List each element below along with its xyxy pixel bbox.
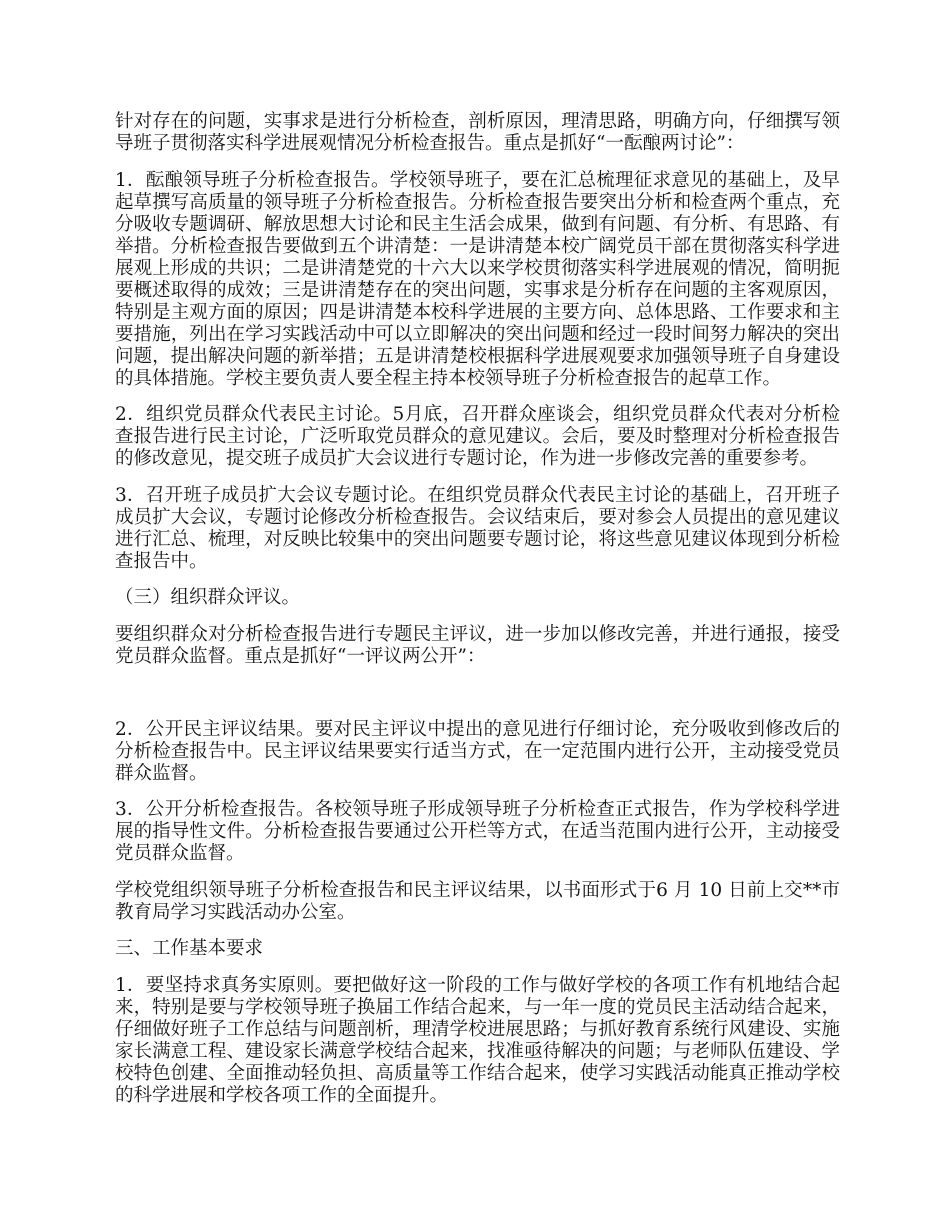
part-three-heading: 三、工作基本要求 (115, 938, 264, 959)
requirement-item-pragmatism: 1．要坚持求真务实原则。要把做好这一阶段的工作与做好学校的各项工作有机地结合起来，特别是要与学校领导班子换届工作结合起来，与一年一度的党员民主活动结合起来，仔细做好班子工作总结与问题剖析，理清学校进展思路；与抓好教育系统行风建设、实施家长满意工程、建设家长满意学校结合起来，找准亟待解决的问题；与老师队伍建设、学校特色创建、全面推动轻负担、高质量等工作结合起来，使学习实践活动能真正推动学校的科学进展和学校各项工作的全面提升。 (115, 974, 840, 1106)
submission-note: 学校党组织领导班子分析检查报告和民主评议结果，以书面形式于6 月 10 日前上交**市教育局学习实践活动办公室。 (115, 879, 840, 923)
evaluation-item-publish-report: 3．公开分析检查报告。各校领导班子形成领导班子分析检查正式报告，作为学校科学进展的指导性文件。分析检查报告要通过公开栏等方式，在适当范围内进行公开，主动接受党员群众监督。 (115, 799, 840, 864)
discussion-item-member-discussion: 2．组织党员群众代表民主讨论。5月底，召开群众座谈会，组织党员群众代表对分析检查报告进行民主讨论，广泛听取党员群众的意见建议。会后，要及时整理对分析检查报告的修改意见，提交班子成员扩大会议进行专题讨论，作为进一步修改完善的重要参考。 (115, 404, 840, 469)
evaluation-item-publish-results: 2．公开民主评议结果。要对民主评议中提出的意见进行仔细讨论，充分吸收到修改后的分析检查报告中。民主评议结果要实行适当方式，在一定范围内进行公开，主动接受党员群众监督。 (115, 718, 840, 784)
discussion-item-drafting: 1．酝酿领导班子分析检查报告。学校领导班子，要在汇总梳理征求意见的基础上，及早起草撰写高质量的领导班子分析检查报告。分析检查报告要突出分析和检查两个重点，充分吸收专题调研、解放思想大讨论和民主生活会成果，做到有问题、有分析、有思路、有举措。分析检查报告要做到五个讲清楚：一是讲清楚本校广阔党员干部在贯彻落实科学进展观上形成的共识；二是讲清楚党的十六大以来学校贯彻落实科学进展观的情况，简明扼要概述取得的成效；三是讲清楚存在的突出问题，实事求是分析存在问题的主客观原因，特别是主观方面的原因；四是讲清楚本校科学进展的主要方向、总体思路、工作要求和主要措施，列出在学习实践活动中可以立即解决的突出问题和经过一段时间努力解决的突出问题，提出解决问题的新举措；五是讲清楚校根据科学进展观要求加强领导班子自身建设的具体措施。学校主要负责人要全程主持本校领导班子分析检查报告的起草工作。 (115, 169, 840, 389)
section-three-intro: 要组织群众对分析检查报告进行专题民主评议，进一步加以修改完善，并进行通报，接受党员群众监督。重点是抓好“一评议两公开”： (115, 623, 840, 667)
discussion-item-expanded-meeting: 3．召开班子成员扩大会议专题讨论。在组织党员群众代表民主讨论的基础上，召开班子成员扩大会议，专题讨论修改分析检查报告。会议结束后，要对参会人员提出的意见建议进行汇总、梳理，对反映比较集中的突出问题要专题讨论，将这些意见建议体现到分析检查报告中。 (115, 484, 840, 572)
document-body (115, 111, 840, 1121)
intro-paragraph: 针对存在的问题，实事求是进行分析检查，剖析原因，理清思路，明确方向，仔细撰写领导班子贯彻落实科学进展观情况分析检查报告。重点是抓好“一酝酿两讨论”： (115, 111, 840, 154)
blank-line (115, 682, 840, 704)
section-three-heading: （三）组织群众评议。 (115, 587, 301, 608)
